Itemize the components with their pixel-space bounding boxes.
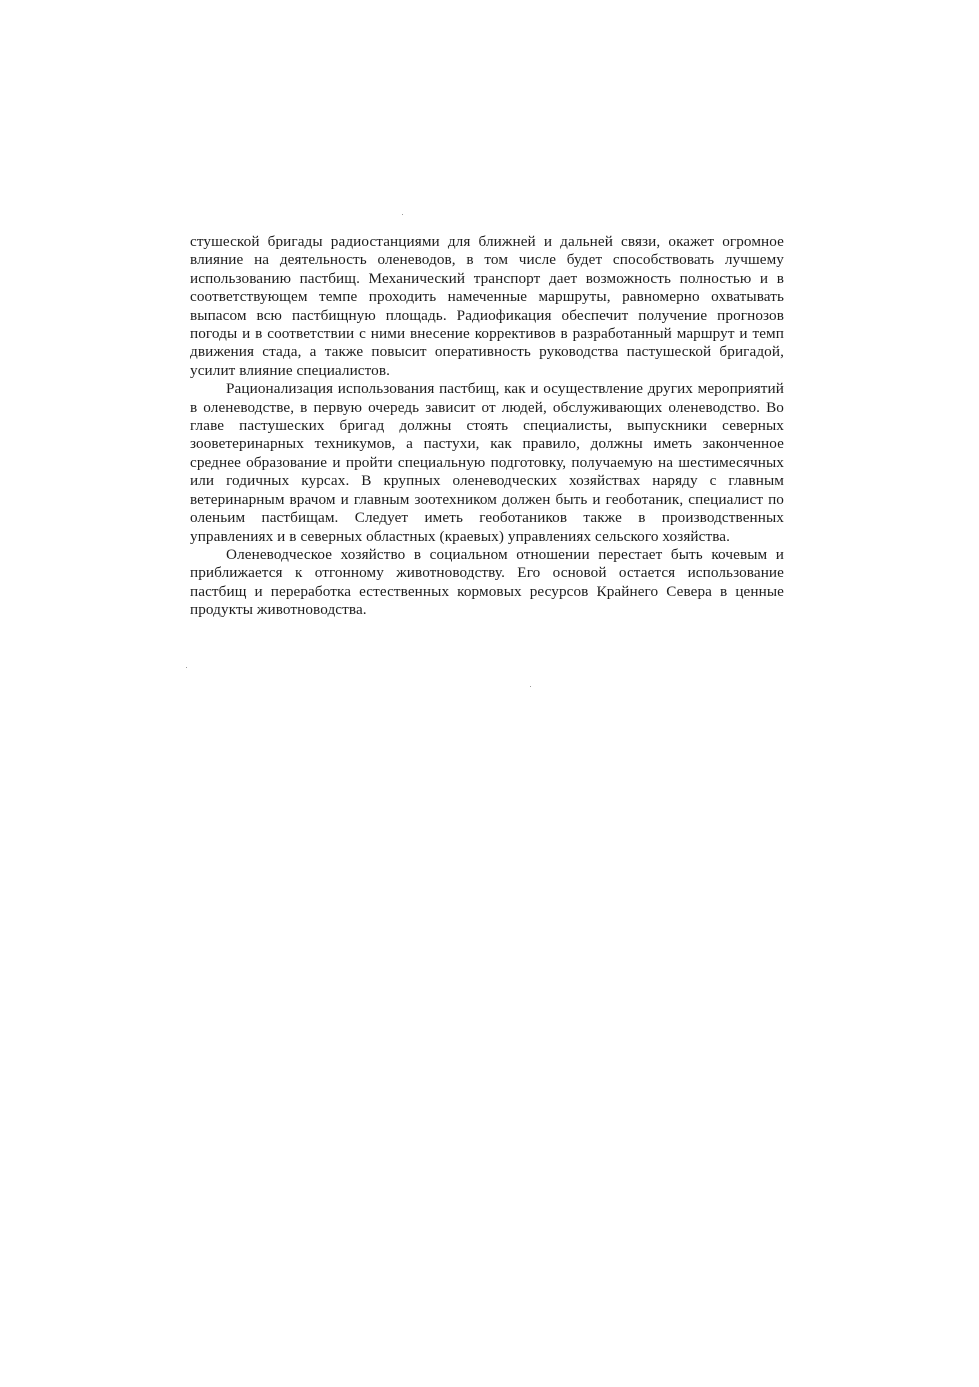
body-text (190, 233, 784, 620)
paragraph-continuation: стушеской бригады радиостанциями для ближней и дальней связи, окажет огромное влияние на деятельность оленеводов, в том числе будет способствовать лучшему использованию пастбищ. Механический транспорт дает возможность полностью и в соответствующем темпе проходить намеченные маршруты, равномерно охватывать выпасом всю пастбищную площадь. Радиофикация обеспечит получение прогнозов погоды и в соответствии с ними внесение коррективов в разработанный маршрут и темп движения стада, а также повысит оперативность руководства пастушеской бригадой, усилит влияние специалистов. (190, 233, 784, 379)
paragraph-rationalization: Рационализация использования пастбищ, как и осуществление других мероприятий в оленеводстве, в первую очередь зависит от людей, обслуживающих оленеводство. Во главе пастушеских бригад должны стоять специалисты, выпускники северных зооветеринарных техникумов, а пастухи, как правило, должны иметь законченное среднее образование и пройти специальную подготовку, получаемую на шестимесячных или годичных курсах. В крупных оленеводческих хозяйствах наряду с главным ветеринарным врачом и главным зоотехником должен быть и геоботаник, специалист по оленьим пастбищам. Следует иметь геоботаников также в производственных управлениях и в северных областных (краевых) управлениях сельского хозяйства. (190, 380, 784, 545)
scan-speck (530, 686, 531, 687)
scan-speck (402, 214, 403, 215)
scan-speck (186, 667, 187, 668)
paragraph-social: Оленеводческое хозяйство в социальном отношении перестает быть кочевым и приближается к отгонному животноводству. Его основой остается использование пастбищ и переработка естественных кормовых ресурсов Крайнего Севера в ценные продукты животноводства. (190, 545, 784, 619)
